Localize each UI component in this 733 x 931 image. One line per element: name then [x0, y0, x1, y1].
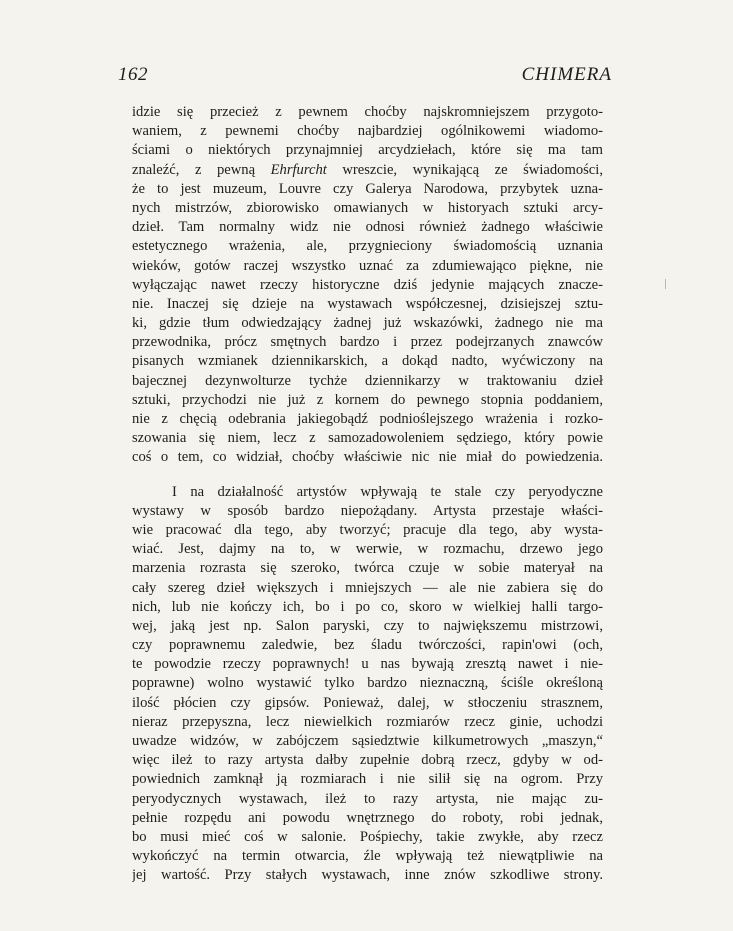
- text-line: wie pracować dla tego, aby tworzyć; pracuje dla tego, aby wysta-: [132, 521, 603, 538]
- paragraph-1: [132, 103, 603, 468]
- text-line: I na działalność artystów wpływają te stale czy peryodyczne: [172, 483, 603, 500]
- text-segment: znaleźć, z pewną: [132, 161, 271, 178]
- text-line: cały szereg dzieł większych i mniejszych — ale nie zabiera się do: [132, 579, 603, 596]
- text-line: nieraz przepyszna, lecz niewielkich rozmiarów rzecz ginie, uchodzi: [132, 713, 603, 730]
- running-title: CHIMERA: [521, 64, 612, 85]
- body-text: [132, 103, 603, 886]
- text-line: dzieł. Tam normalny widz nie odnosi również żadnego właściwie: [132, 219, 603, 236]
- paragraph-2: [132, 483, 603, 886]
- italic-term: Ehrfurcht: [270, 161, 327, 178]
- margin-mark: [665, 279, 666, 289]
- text-line: coś o tem, co widział, choćby właściwie nic nie miał do powiedzenia.: [132, 449, 603, 466]
- text-line: wej, jaką jest np. Salon paryski, czy to największemu mistrzowi,: [132, 617, 603, 634]
- text-line: wieków, gotów raczej wszystko uznać za zdumiewająco piękne, nie: [132, 257, 603, 274]
- text-line: nie z chęcią odebrania jakiegobądź podnioślejszego wrażenia i rozko-: [132, 411, 603, 427]
- text-segment: wreszcie, wynikającą ze świadomości,: [326, 161, 603, 178]
- text-line: wystawy w sposób bardzo niepożądany. Artysta przestaje właści-: [132, 502, 603, 519]
- text-line: pisanych wzmianek dziennikarskich, a dokąd nadto, wyćwiczony na: [132, 353, 603, 370]
- page-number: 162: [118, 64, 148, 85]
- text-line: pełnie rozpędu ani powodu wnętrznego do roboty, robi jednak,: [132, 809, 603, 826]
- text-line: wyłączając nawet rzeczy historyczne dziś jedynie mających znacze-: [132, 276, 603, 293]
- text-line: bo musi mieć coś w salonie. Pośpiechy, takie zwykłe, aby rzecz: [132, 828, 603, 845]
- text-line: wykończyć na termin otwarcia, źle wpływają też niewątpliwie na: [132, 848, 603, 865]
- text-line: poprawne) wolno wystawić tylko bardzo nieznaczną, ściśle określoną: [132, 675, 603, 692]
- text-line: nich, lub nie kończy ich, bo i po co, skoro w wielkiej halli targo-: [132, 598, 603, 615]
- text-line: ki, gdzie tłum odwiedzający żadnej już wskazówki, żadnego nie ma: [132, 315, 603, 332]
- text-line: jej wartość. Przy stałych wystawach, inne znów szkodliwe strony.: [132, 867, 603, 884]
- page-header: [118, 64, 612, 88]
- text-line: idzie się przecież z pewnem choćby najskromniejszem przygoto-: [132, 104, 603, 120]
- text-line: bajecznej dezynwolturze tychże dziennikarzy w traktowaniu dzieł: [132, 372, 603, 389]
- text-line: marzenia rozrasta się szeroko, twórca czuje w sobie materyał na: [132, 560, 603, 577]
- text-line: [132, 161, 603, 180]
- text-line: te powodzie rzeczy poprawnych! u nas bywają zresztą nawet i nie-: [132, 656, 603, 673]
- text-line: wiać. Jest, dajmy na to, w werwie, w rozmachu, drzewo jego: [132, 541, 603, 558]
- text-line: przewodnika, prócz smętnych bardzo i przez podejrzanych znawców: [132, 334, 603, 351]
- paragraph-gap: [132, 468, 603, 483]
- text-line: więc ileż to razy artysta dałby zupełnie dobrą rzecz, gdyby w od-: [132, 752, 603, 769]
- text-line: peryodycznych wystawach, ileż to razy artysta, nie mając zu-: [132, 790, 603, 807]
- text-line: sztuki, przychodzi nie już z kornem do pewnego stopnia poddaniem,: [132, 391, 603, 408]
- text-line: estetycznego wrażenia, ale, przygnieciony świadomością uznania: [132, 238, 603, 255]
- text-line: że to jest muzeum, Louvre czy Galerya Narodowa, przybytek uzna-: [132, 180, 603, 197]
- text-line: nie. Inaczej się dzieje na wystawach współczesnej, dzisiejszej sztu-: [132, 295, 603, 312]
- text-line: nych mistrzów, zbiorowisko omawianych w historyach sztuki arcy-: [132, 199, 603, 216]
- text-line: ilość płócien czy gipsów. Ponieważ, dalej, w stłoczeniu strasznem,: [132, 694, 603, 711]
- text-line: czy poprawnemu zaledwie, bez śladu twórczości, rapin'owi (och,: [132, 637, 603, 654]
- text-line: powiednich zamknął ją rozmiarach i nie silił się na ogrom. Przy: [132, 771, 603, 788]
- text-line: szowania się niem, lecz z samozadowoleniem sędziego, który powie: [132, 430, 603, 447]
- text-line: uwadze widzów, w zabójczem sąsiedztwie kilkumetrowych „maszyn,“: [132, 733, 603, 749]
- text-line: waniem, z pewnemi choćby najbardziej ogólnikowemi wiadomo-: [132, 123, 603, 140]
- text-line: ściami o niektórych przynajmniej arcydziełach, które się ma tam: [132, 142, 603, 159]
